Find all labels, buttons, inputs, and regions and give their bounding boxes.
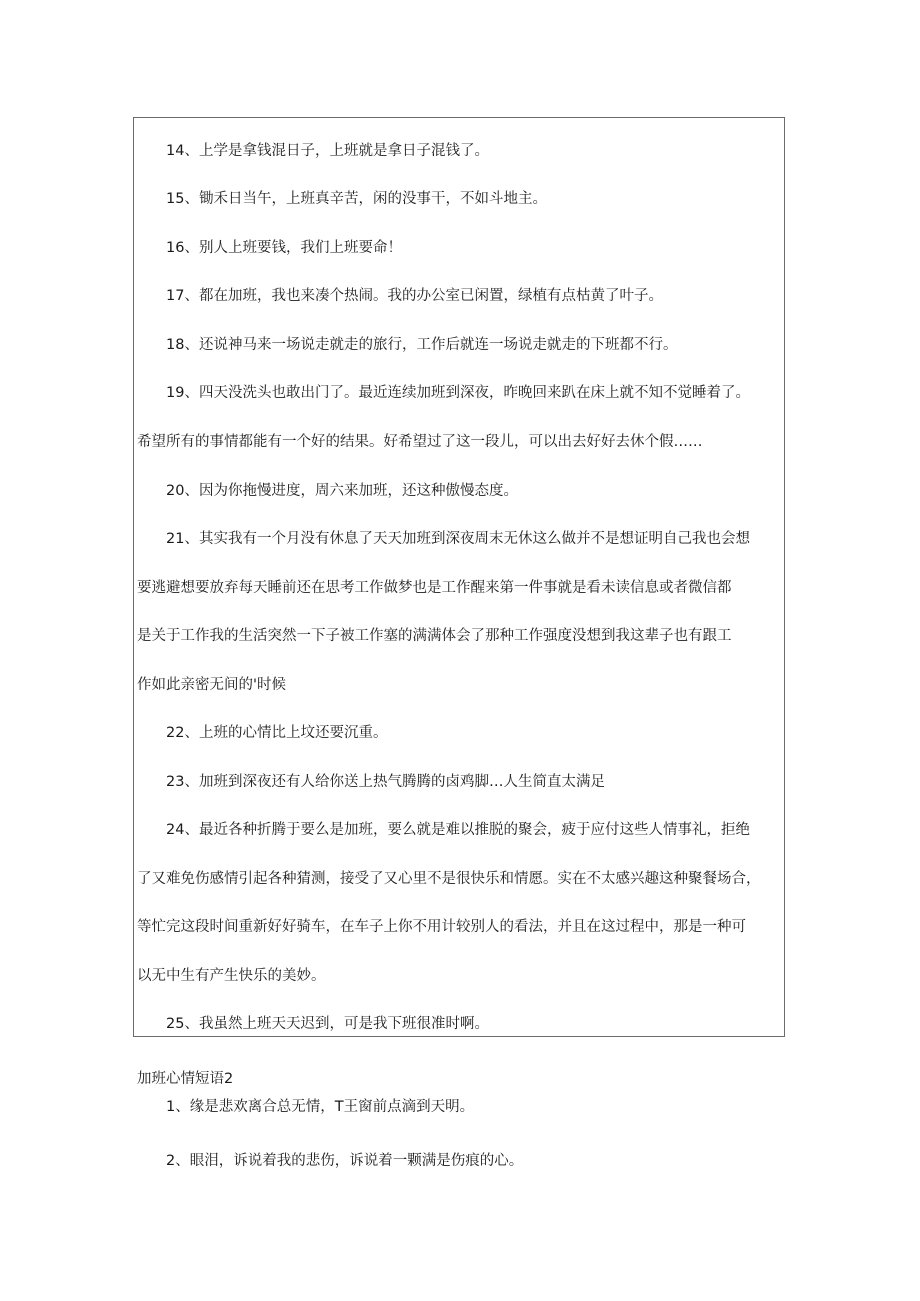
quote-line-21-cont-2: 是关于工作我的生活突然一下子被工作塞的满满体会了那种工作强度没想到我这辈子也有跟工 [137,628,732,644]
quote-line-21-cont-3: 作如此亲密无间的'时候 [137,677,286,693]
quote-line-19-cont: 希望所有的事情都能有一个好的结果。好希望过了这一段儿，可以出去好好去休个假…… [137,434,703,450]
quote-line-22: 22、上班的心情比上坟还要沉重。 [166,725,388,741]
quote-line-17: 17、都在加班，我也来凑个热闹。我的办公室已闲置，绿植有点枯黄了叶子。 [166,288,663,304]
quote-line-21-cont-1: 要逃避想要放弃每天睡前还在思考工作做梦也是工作醒来第一件事就是看未读信息或者微信都 [137,580,732,596]
quote-line-16: 16、别人上班要钱，我们上班要命！ [166,240,402,256]
quote-line-14: 14、上学是拿钱混日子，上班就是拿日子混钱了。 [166,143,489,159]
quote-line-24-cont-2: 等忙完这段时间重新好好骑车，在车子上你不用计较别人的看法，并且在这过程中，那是一种可 [137,919,746,935]
quote-line-19: 19、四天没洗头也敢出门了。最近连续加班到深夜，昨晚回来趴在床上就不知不觉睡着了。 [166,385,750,401]
quote-line-24: 24、最近各种折腾于要么是加班，要么就是难以推脱的聚会，疲于应付这些人情事礼，拒绝 [166,822,750,838]
section-item-1: 1、缘是悲欢离合总无情，T王窗前点滴到天明。 [166,1099,475,1115]
quote-line-20: 20、因为你拖慢进度，周六来加班，还这种傲慢态度。 [166,483,518,499]
section-item-2: 2、眼泪，诉说着我的悲伤，诉说着一颗满是伤痕的心。 [166,1153,524,1169]
quote-line-15: 15、锄禾日当午，上班真辛苦，闲的没事干，不如斗地主。 [166,191,547,207]
quote-line-24-cont-1: 了又难免伤感情引起各种猜测，接受了又心里不是很快乐和情愿。实在不太感兴趣这种聚餐场合， [137,871,761,887]
quote-line-21: 21、其实我有一个月没有休息了天天加班到深夜周末无休这么做并不是想证明自己我也会想 [166,531,750,547]
quote-line-24-cont-3: 以无中生有产生快乐的美妙。 [137,968,326,984]
section-title: 加班心情短语2 [137,1071,234,1087]
quote-line-23: 23、加班到深夜还有人给你送上热气腾腾的卤鸡脚…人生简直太满足 [166,774,605,790]
quote-line-25: 25、我虽然上班天天迟到，可是我下班很准时啊。 [166,1016,489,1032]
quote-line-18: 18、还说神马来一场说走就走的旅行，工作后就连一场说走就走的下班都不行。 [166,337,678,353]
